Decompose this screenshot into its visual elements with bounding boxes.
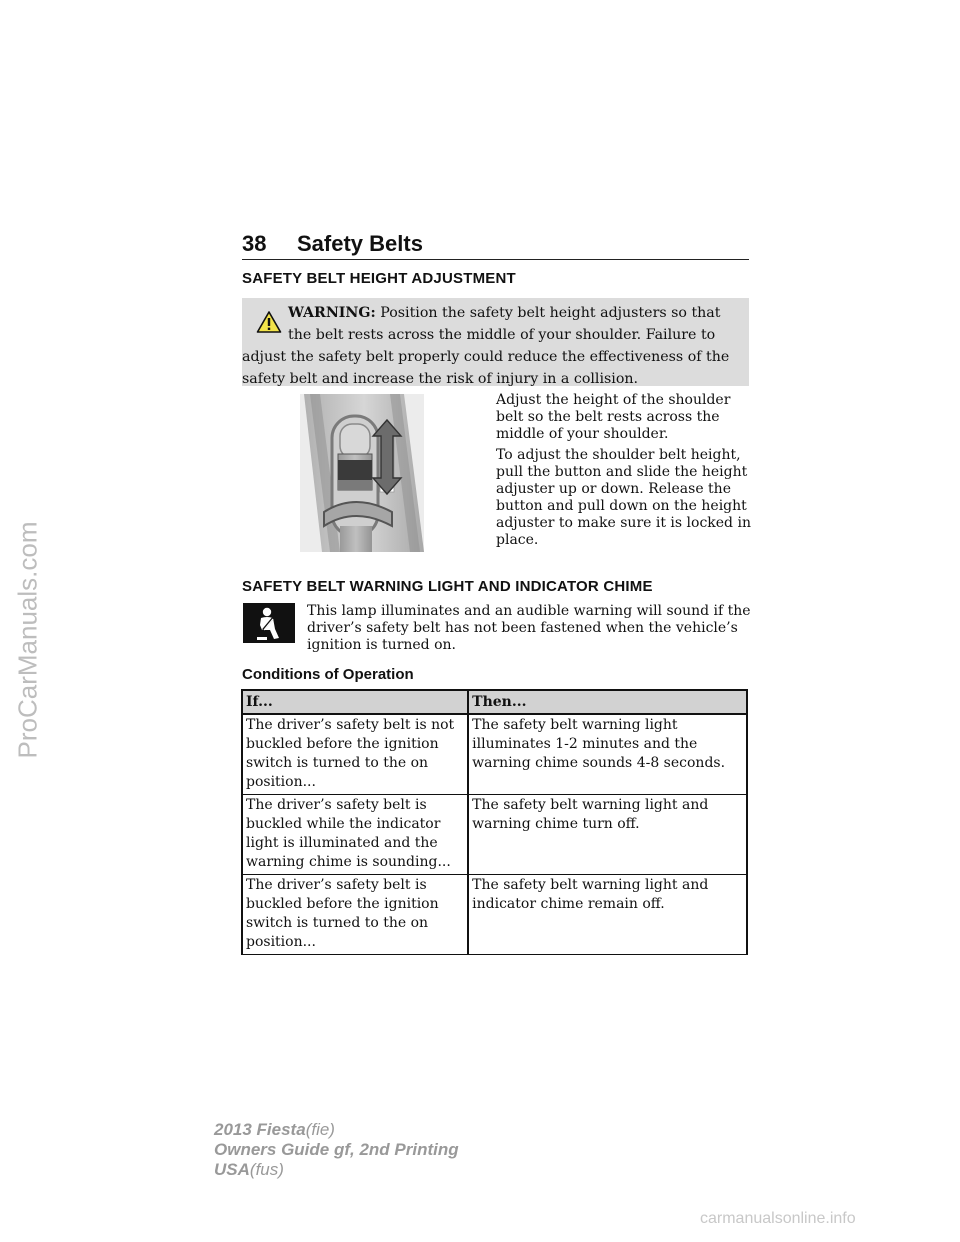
footer-guide-line xyxy=(214,1140,459,1159)
bottom-watermark: carmanualsonline.info xyxy=(700,1210,856,1227)
table-row xyxy=(242,875,747,955)
table-header-row xyxy=(242,690,747,714)
footer-market-line xyxy=(214,1160,284,1179)
footer-market-code: (fus) xyxy=(249,1160,284,1179)
warning-light-paragraph: This lamp illuminates and an audible warning will sound if the driver’s safety belt has not been fastened when the vehicle’s ignition is turned on. xyxy=(307,603,751,653)
table-cell: The driver’s safety belt is buckled while the indicator light is illuminated and the warning chime is sounding... xyxy=(242,795,468,875)
header-rule xyxy=(242,259,749,260)
height-adjuster-illustration xyxy=(300,394,424,552)
chapter-title: Safety Belts xyxy=(297,231,423,256)
warning-text xyxy=(242,302,747,390)
height-adjust-paragraph-2: To adjust the shoulder belt height, pull the button and slide the height adjuster up or down. Release the button and pull down on the height adjuster to make sure it is locked in place. xyxy=(496,447,751,548)
table-cell: The safety belt warning light illuminates 1-2 minutes and the warning chime sounds 4-8 seconds. xyxy=(468,714,747,795)
conditions-heading: Conditions of Operation xyxy=(242,666,414,683)
footer-model-line xyxy=(214,1120,335,1139)
conditions-table xyxy=(241,689,748,955)
column-header-if: If... xyxy=(242,690,468,714)
table-cell: The safety belt warning light and warning chime turn off. xyxy=(468,795,747,875)
section-heading-height-adjustment: SAFETY BELT HEIGHT ADJUSTMENT xyxy=(242,270,516,287)
warning-box xyxy=(242,298,749,386)
side-watermark-text: ProCarManuals.com xyxy=(12,521,43,759)
seatbelt-warning-icon xyxy=(243,603,295,643)
footer-model: 2013 Fiesta xyxy=(214,1120,306,1139)
table-cell: The driver’s safety belt is not buckled before the ignition switch is turned to the on position... xyxy=(242,714,468,795)
warning-body: Position the safety belt height adjusters so that the belt rests across the middle of your shoulder. Failure to adjust the safety belt properly could reduce the effectiveness of the safety belt and increase the risk of injury in a collision. xyxy=(242,305,730,387)
footer-guide: Owners Guide gf, 2nd Printing xyxy=(214,1140,459,1159)
table-row xyxy=(242,795,747,875)
footer-model-code: (fie) xyxy=(305,1120,335,1139)
table-cell: The driver’s safety belt is buckled before the ignition switch is turned to the on position... xyxy=(242,875,468,955)
footer-market: USA xyxy=(214,1160,250,1179)
table-row xyxy=(242,714,747,795)
side-watermark xyxy=(0,500,58,780)
section-heading-warning-light: SAFETY BELT WARNING LIGHT AND INDICATOR CHIME xyxy=(242,578,653,595)
height-adjust-paragraph-1: Adjust the height of the shoulder belt so the belt rests across the middle of your shoulder. xyxy=(496,392,731,442)
column-header-then: Then... xyxy=(468,690,747,714)
warning-label: WARNING: xyxy=(288,305,376,321)
table-cell: The safety belt warning light and indicator chime remain off. xyxy=(468,875,747,955)
page-number: 38 xyxy=(242,231,267,256)
